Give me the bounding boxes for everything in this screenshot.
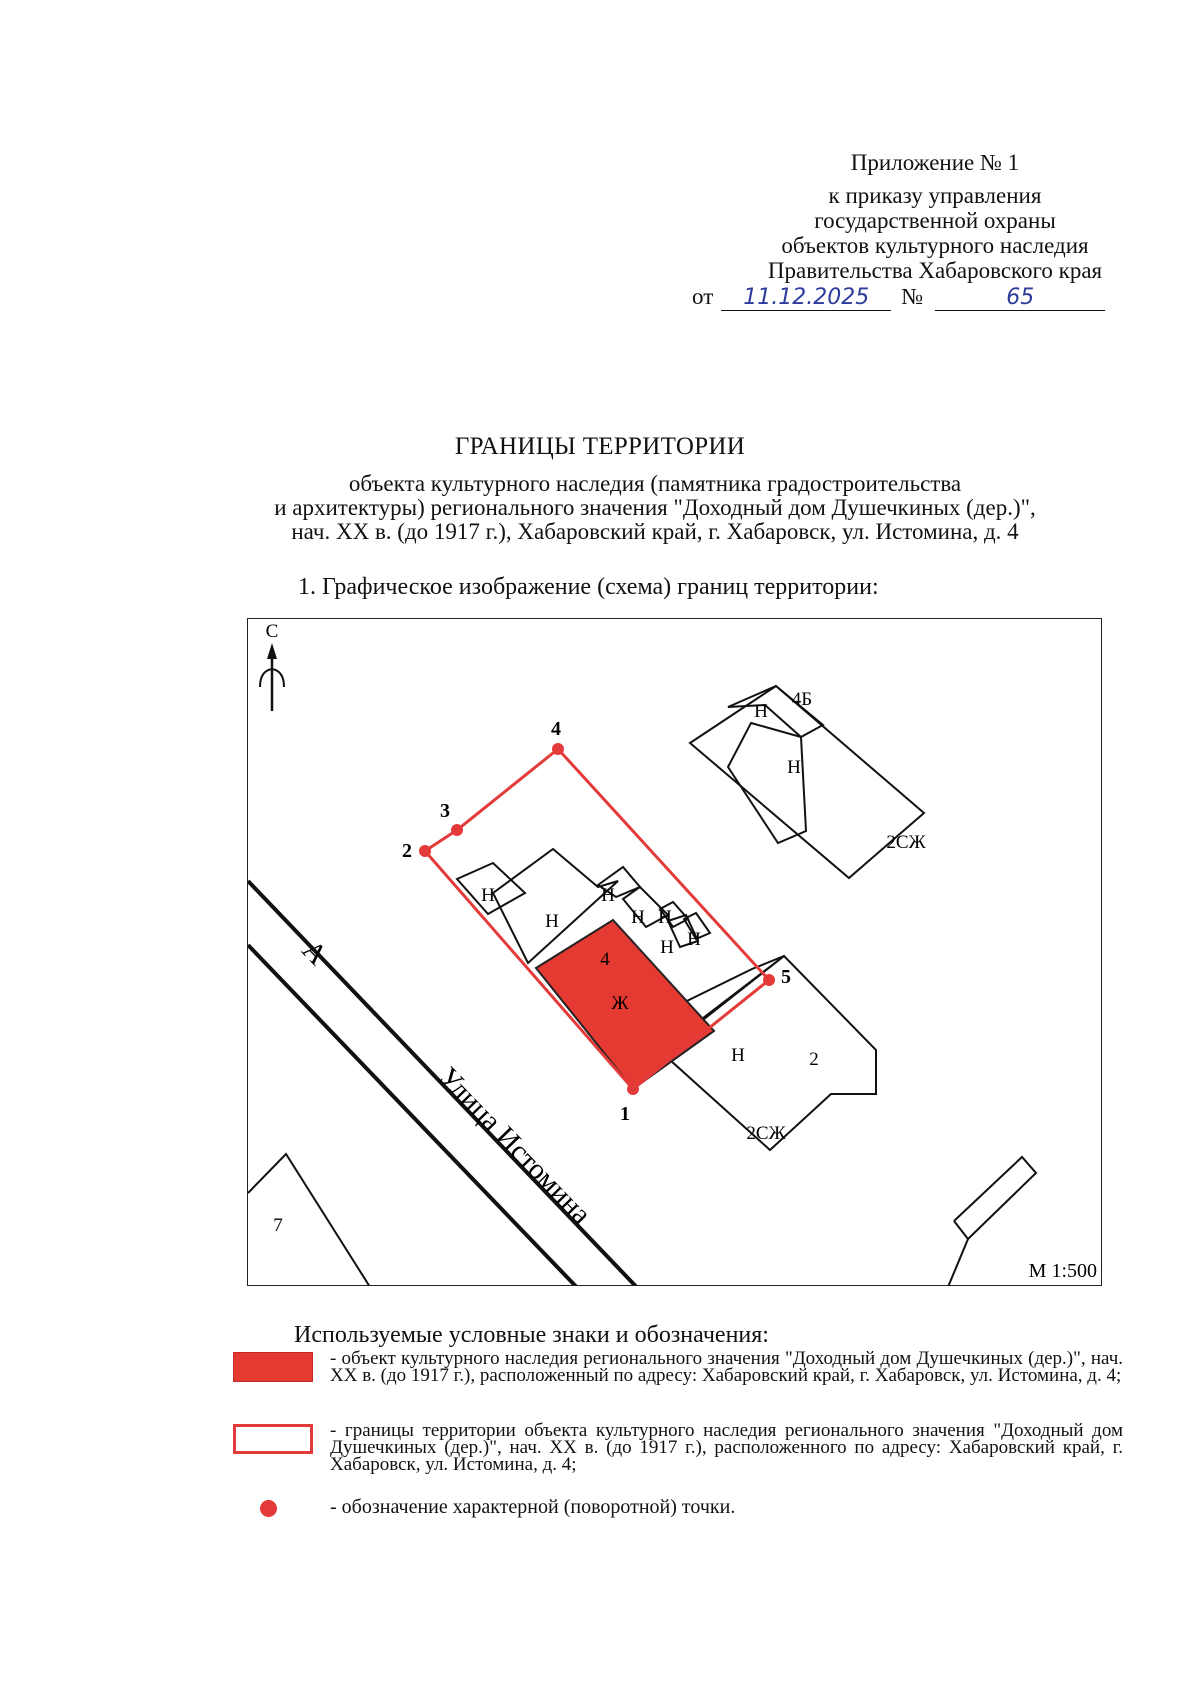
- section-1-heading: 1. Графическое изображение (схема) границ территории:: [298, 574, 879, 600]
- boundary-map: [247, 618, 1102, 1286]
- label-h-3: Н: [601, 885, 615, 906]
- label-zh: Ж: [611, 993, 629, 1014]
- label-2szh-bottom: 2СЖ: [746, 1123, 786, 1144]
- point-4-label: 4: [551, 718, 561, 740]
- appendix-line-4: Правительства Хабаровского края: [767, 258, 1103, 283]
- point-5-dot: [763, 974, 775, 986]
- legend-boundary-swatch: [233, 1424, 313, 1454]
- north-label: С: [265, 621, 279, 642]
- point-5-label: 5: [781, 966, 791, 988]
- label-h-2: Н: [731, 1045, 745, 1066]
- label-h-7: Н: [687, 929, 701, 950]
- point-2-label: 2: [402, 840, 412, 862]
- order-date-field: 11.12.2025: [721, 286, 891, 311]
- label-h-5: Н: [658, 907, 672, 928]
- street-code-label: А: [295, 934, 334, 972]
- legend-title: Используемые условные знаки и обозначения:: [294, 1322, 769, 1348]
- label-4: 4: [600, 949, 610, 970]
- legend-object-swatch: [233, 1352, 313, 1382]
- point-4-dot: [552, 743, 564, 755]
- map-canvas: [248, 619, 1102, 1286]
- scale-label: М 1:500: [1028, 1260, 1097, 1282]
- label-2szh-top: 2СЖ: [886, 832, 926, 853]
- point-1-dot: [627, 1083, 639, 1095]
- label-h-1: Н: [481, 885, 495, 906]
- legend-object-text: - объект культурного наследия регионального значения "Доходный дом Душечкиных (дер.)", нач. XX в. (до 1917 г.), расположенный по адресу: Хабаровский край, г. Хабаровск, ул. Истомина, д. 4;: [330, 1348, 1123, 1386]
- point-3-label: 3: [440, 800, 450, 822]
- subtitle-line-1: объекта культурного наследия (памятника градостроительства: [348, 471, 962, 496]
- label-h-4: Н: [631, 907, 645, 928]
- order-number-field: 65: [935, 286, 1105, 311]
- label-h-4b-1: Н: [754, 701, 768, 722]
- label-2: 2: [809, 1049, 819, 1070]
- document-heading: ГРАНИЦЫ ТЕРРИТОРИИ: [454, 433, 746, 460]
- legend-boundary-text: - границы территории объекта культурного наследия регионального значения "Доходный дом Душечкиных (дер.)", нач. XX в. (до 1917 г.), расположенного по адресу: Хабаровский край, г. Хабаровск, ул. Истомина, д. 4;: [330, 1420, 1123, 1475]
- point-2-dot: [419, 845, 431, 857]
- label-h-4b-2: Н: [787, 757, 801, 778]
- document-subtitle: [185, 472, 1125, 544]
- point-3-dot: [451, 824, 463, 836]
- subtitle-line-2: и архитектуры) регионального значения "Доходный дом Душечкиных (дер.)",: [274, 495, 1036, 520]
- label-h-2-inner: Н: [545, 911, 559, 932]
- street-name-label: Улица Истомина: [431, 1060, 598, 1231]
- north-arrow-icon: [260, 643, 284, 711]
- legend-point-text: - обозначение характерной (поворотной) точки.: [330, 1496, 736, 1518]
- appendix-line-2: государственной охраны: [814, 208, 1056, 233]
- order-number-prefix: №: [901, 284, 924, 309]
- appendix-block: [690, 150, 1180, 283]
- label-h-6: Н: [660, 937, 674, 958]
- label-4b: 4Б: [791, 689, 813, 710]
- building-7: [248, 1154, 370, 1286]
- appendix-line-1: к приказу управления: [828, 183, 1042, 208]
- legend-point-dot-icon: [260, 1500, 277, 1517]
- appendix-title: Приложение № 1: [850, 150, 1020, 175]
- subtitle-line-3: нач. XX в. (до 1917 г.), Хабаровский край, г. Хабаровск, ул. Истомина, д. 4: [291, 519, 1019, 544]
- point-1-label: 1: [620, 1103, 630, 1125]
- label-7: 7: [273, 1215, 283, 1236]
- building-bottom-right: [948, 1157, 1036, 1286]
- order-date-prefix: от: [692, 284, 714, 309]
- order-date-number: [692, 284, 1105, 311]
- appendix-line-3: объектов культурного наследия: [781, 233, 1089, 258]
